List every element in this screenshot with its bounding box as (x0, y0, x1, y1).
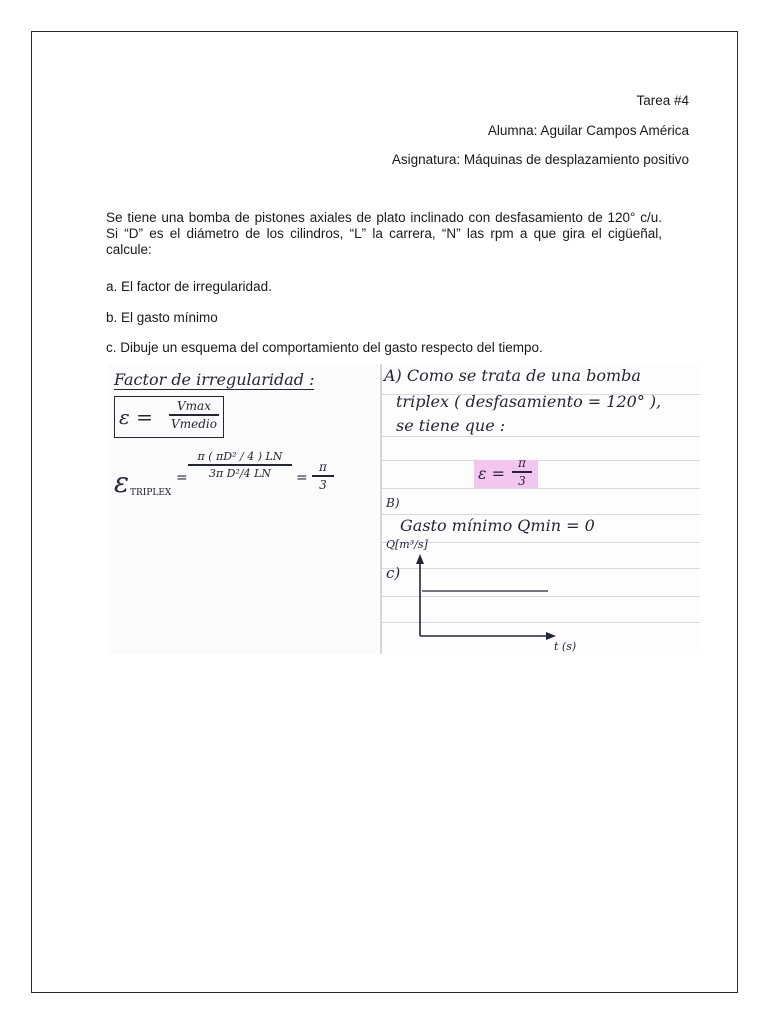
item-a: a. El factor de irregularidad. (106, 279, 272, 294)
subject-name: Asignatura: Máquinas de desplazamiento positivo (391, 152, 689, 167)
triplex-fraction (188, 450, 292, 480)
item-c: c. Dibuje un esquema del comportamiento del gasto respecto del tiempo. (106, 340, 543, 355)
triplex-epsilon: ε (114, 466, 130, 499)
eps-pi: π (518, 456, 526, 470)
assignment-title: Tarea #4 (636, 93, 689, 108)
vmedio: Vmedio (171, 416, 217, 431)
answer-a-line3: se tiene que : (396, 416, 506, 435)
vmax: Vmax (177, 399, 211, 413)
factor-title: Factor de irregularidad : (114, 370, 315, 389)
item-b: b. El gasto mínimo (106, 310, 218, 325)
student-name: Alumna: Aguilar Campos América (487, 123, 689, 138)
answer-b-text: Gasto mínimo Qmin = 0 (400, 516, 595, 535)
answer-a-line2: triplex ( desfasamiento = 120° ), (396, 392, 662, 411)
triplex-equals: = (176, 470, 188, 486)
epsilon-symbol: ε = (119, 405, 153, 429)
triplex-numerator: π ( πD² / 4 ) LN (197, 450, 283, 463)
result-equals: = (296, 470, 308, 486)
flow-vs-time-graph (382, 364, 700, 654)
handwritten-left-photo (108, 364, 378, 654)
q-axis-label: Q[m³/s] (386, 538, 428, 551)
answer-c-label: c) (386, 564, 401, 582)
eps-result: ε = (478, 464, 506, 483)
eps-three: 3 (518, 473, 526, 488)
answer-b-label: B) (386, 496, 400, 510)
answer-a-line1: A) Como se trata de una bomba (384, 366, 641, 385)
triplex-subscript: TRIPLEX (130, 488, 172, 498)
handwritten-right-photo (380, 364, 700, 654)
y-axis-arrow (416, 554, 424, 564)
problem-statement: Se tiene una bomba de pistones axiales de plato inclinado con desfasamiento de 120° c/u. Si “D” es el diámetro de los cilindros, “L” la carrera, “N” las rpm a que gira el cigüeñal, calcule: (106, 210, 662, 257)
epsilon-formula-box (114, 396, 224, 438)
triplex-denominator: 3π D²/4 LN (208, 466, 272, 480)
three-denominator: 3 (319, 477, 327, 492)
x-axis-arrow (546, 632, 556, 640)
vmax-vmedio-fraction (169, 399, 219, 431)
pi-over-3 (312, 460, 334, 492)
triplex-fraction-bar (188, 464, 292, 466)
pi-numerator: π (319, 460, 327, 474)
fraction-bar (169, 414, 219, 416)
t-axis-label: t (s) (554, 640, 577, 653)
pi-fraction-bar (312, 475, 334, 477)
